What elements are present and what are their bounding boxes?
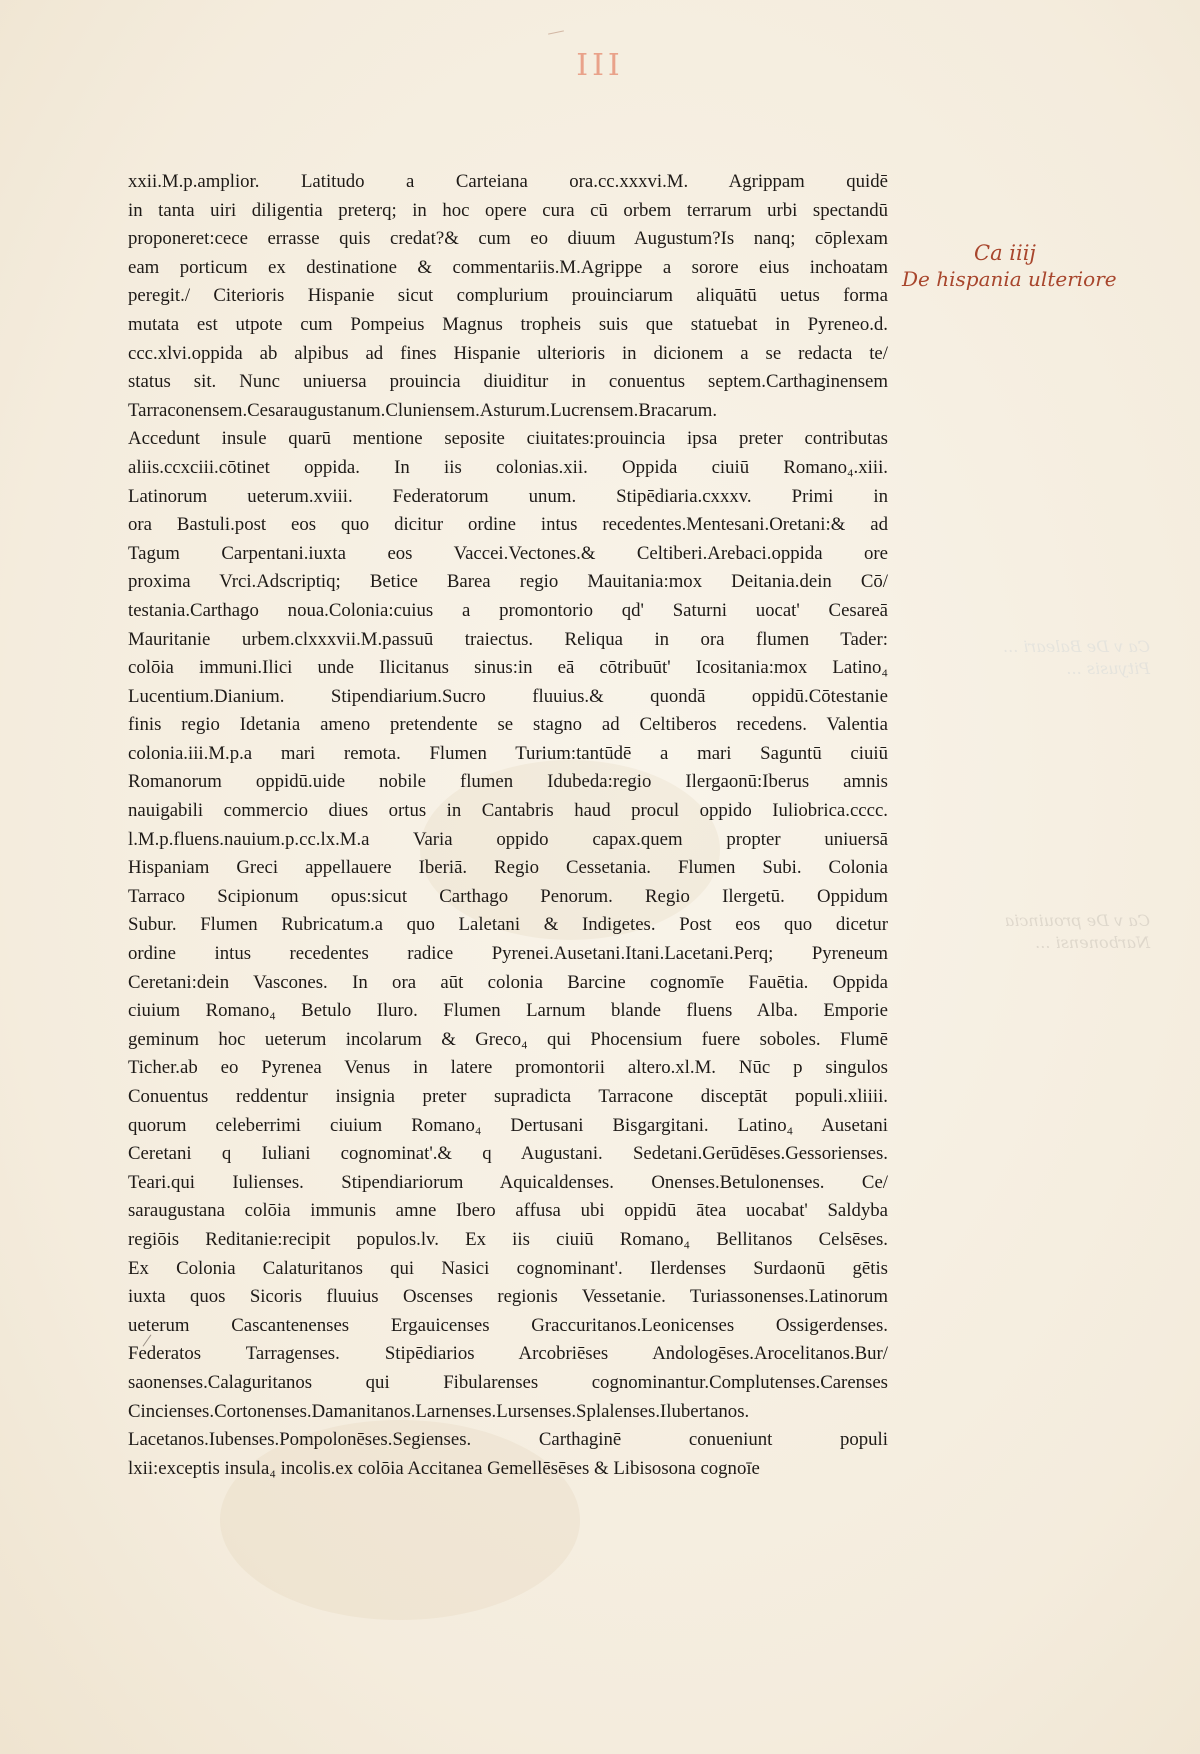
text-line: aliis.ccxciii.cōtinet oppida. In iis colonias.xii. Oppida ciuiū Romano₄.xiii.	[128, 456, 888, 478]
text-line: Federatos Tarragenses. Stipēdiarios Arcobriēses Andologēses.Arocelitanos.Bur/	[128, 1343, 888, 1365]
text-line: colōia immuni.Ilici unde Ilicitanus sinus:in eā cōtribuūt' Icositania:mox Latino₄	[128, 657, 888, 679]
show-through-note-lower: Ca v De prouincia Narbonensi ...	[1004, 911, 1150, 952]
text-line: finis regio Idetania ameno pretendente se stagno ad Celtiberos recedens. Valentia	[128, 714, 888, 736]
text-line: proxima Vrci.Adscriptiq; Betice Barea regio Mauitania:mox Deitania.dein Cō/	[128, 571, 888, 593]
text-line: ccc.xlvi.oppida ab alpibus ad fines Hispanie ulterioris in dicionem a se redacta te/	[128, 342, 888, 364]
text-line: Tagum Carpentani.iuxta eos Vaccei.Vectones.& Celtiberi.Arebaci.oppida ore	[128, 542, 888, 564]
text-line: Mauritanie urbem.clxxxvii.M.passuū traiectus. Reliqua in ora flumen Tader:	[128, 628, 888, 650]
text-line: nauigabili commercio diues ortus in Cantabris haud procul oppido Iuliobrica.cccc.	[128, 800, 888, 822]
text-line: Ceretani:dein Vascones. In ora aūt colonia Barcine cognomīe Fauētia. Oppida	[128, 971, 888, 993]
text-line: Subur. Flumen Rubricatum.a quo Laletani & Indigetes. Post eos quo dicetur	[128, 914, 888, 936]
text-line: Tarraco Scipionum opus:sicut Carthago Penorum. Regio Ilergetū. Oppidum	[128, 885, 888, 907]
text-line: mutata est utpote cum Pompeius Magnus tropheis suis que statuebat in Pyreneo.d.	[128, 313, 888, 335]
text-line: testania.Carthago noua.Colonia:cuius a promontorio qd' Saturni uocat' Cesareā	[128, 599, 888, 621]
text-line: ciuium Romano₄ Betulo Iluro. Flumen Larnum blande fluens Alba. Emporie	[128, 1000, 888, 1022]
text-line: status sit. Nunc uniuersa prouincia diuiditur in conuentus septem.Carthaginensem	[128, 371, 888, 393]
text-line: Conuentus reddentur insignia preter supradicta Tarracone disceptāt populi.xliiii.	[128, 1086, 888, 1107]
show-through-note-upper: Ca v De Baleari ... Pityusis ...	[1003, 637, 1150, 678]
marginal-chapter: Ca iiij	[974, 241, 1036, 265]
text-line: Romanorum oppidū.uide nobile flumen Idubeda:regio Ilergaonū:Iberus amnis	[128, 771, 888, 793]
text-line: Tarraconensem.Cesaraugustanum.Cluniensem.Asturum.Lucrensem.Bracarum.	[128, 399, 718, 421]
text-line: colonia.iii.M.p.a mari remota. Flumen Turium:tantūdē a mari Saguntū ciuiū	[128, 742, 888, 764]
text-line: proponeret:cece errasse quis credat?& cum eo diuum Augustum?Is nanq; cōplexam	[128, 228, 888, 250]
text-line: saonenses.Calaguritanos qui Fibularenses cognominantur.Complutenses.Carenses	[128, 1371, 888, 1393]
text-line: lxii:exceptis insula₄ incolis.ex colōia Accitanea Gemellēsēses & Libisosona cognoīe	[128, 1457, 760, 1479]
text-line: Teari.qui Iulienses. Stipendiariorum Aquicaldenses. Onenses.Betulonenses. Ce/	[128, 1171, 888, 1193]
text-line: eam porticum ex destinatione & commentariis.M.Agrippe a sorore eius inchoatam	[128, 256, 888, 278]
marginal-rubric	[902, 240, 1142, 292]
text-line: Hispaniam Greci appellauere Iberiā. Regio Cessetania. Flumen Subi. Colonia	[128, 857, 888, 879]
text-line: ueterum Cascantenenses Ergauicenses Graccuritanos.Leonicenses Ossigerdenses.	[128, 1314, 888, 1336]
text-line: Cincienses.Cortonenses.Damanitanos.Larnenses.Lursenses.Splalenses.Ilubertanos.	[128, 1400, 750, 1422]
text-line: peregit./ Citerioris Hispanie sicut complurium prouinciarum aliquātū uetus forma	[128, 285, 888, 307]
text-line: Accedunt insule quarū mentione seposite ciuitates:prouincia ipsa preter contributas	[128, 428, 888, 450]
marginal-heading: De hispania ulteriore	[902, 267, 1117, 291]
text-line: saraugustana colōia immunis amne Ibero affusa ubi oppidū ātea uocabat' Saldyba	[128, 1200, 888, 1222]
text-line: quorum celeberrimi ciuium Romano₄ Dertusani Bisgargitani. Latino₄ Ausetani	[128, 1114, 888, 1136]
text-line: xxii.M.p.amplior. Latitudo a Carteiana ora.cc.xxxvi.M. Agrippam quidē	[128, 171, 888, 192]
text-line: ora Bastuli.post eos quo dicitur ordine intus recedentes.Mentesani.Oretani:& ad	[128, 514, 888, 536]
text-line: Ticher.ab eo Pyrenea Venus in latere promontorii altero.xl.M. Nūc p singulos	[128, 1057, 888, 1079]
text-line: in tanta uiri diligentia preterq; in hoc opere cura cū orbem terrarum urbi spectandū	[128, 199, 888, 221]
text-line: l.M.p.fluens.nauium.p.cc.lx.M.a Varia oppido capax.quem propter uniuersā	[128, 828, 888, 850]
text-line: Ceretani q Iuliani cognominat'.& q Augustani. Sedetani.Gerūdēses.Gessorienses.	[128, 1143, 888, 1165]
main-text-column	[128, 168, 888, 1483]
text-line: iuxta quos Sicoris fluuius Oscenses regionis Vessetanie. Turiassonenses.Latinorum	[128, 1286, 888, 1308]
text-line: Latinorum ueterum.xviii. Federatorum unum. Stipēdiaria.cxxxv. Primi in	[128, 485, 888, 507]
text-line: ordine intus recedentes radice Pyrenei.Ausetani.Itani.Lacetani.Perq; Pyreneum	[128, 943, 888, 965]
text-line: Lucentium.Dianium. Stipendiarium.Sucro fluuius.& quondā oppidū.Cōtestanie	[128, 685, 888, 707]
text-line: Lacetanos.Iubenses.Pompolonēses.Segienses. Carthaginē conueniunt populi	[128, 1429, 888, 1451]
text-line: geminum hoc ueterum incolarum & Greco₄ qui Phocensium fuere soboles. Flumē	[128, 1028, 888, 1050]
folio-number: III	[576, 48, 624, 83]
text-line: regiōis Reditanie:recipit populos.lv. Ex iis ciuiū Romano₄ Bellitanos Celsēses.	[128, 1228, 888, 1250]
pencil-mark	[548, 30, 564, 34]
text-line: Ex Colonia Calaturitanos qui Nasici cognominant'. Ilerdenses Surdaonū gētis	[128, 1257, 888, 1279]
